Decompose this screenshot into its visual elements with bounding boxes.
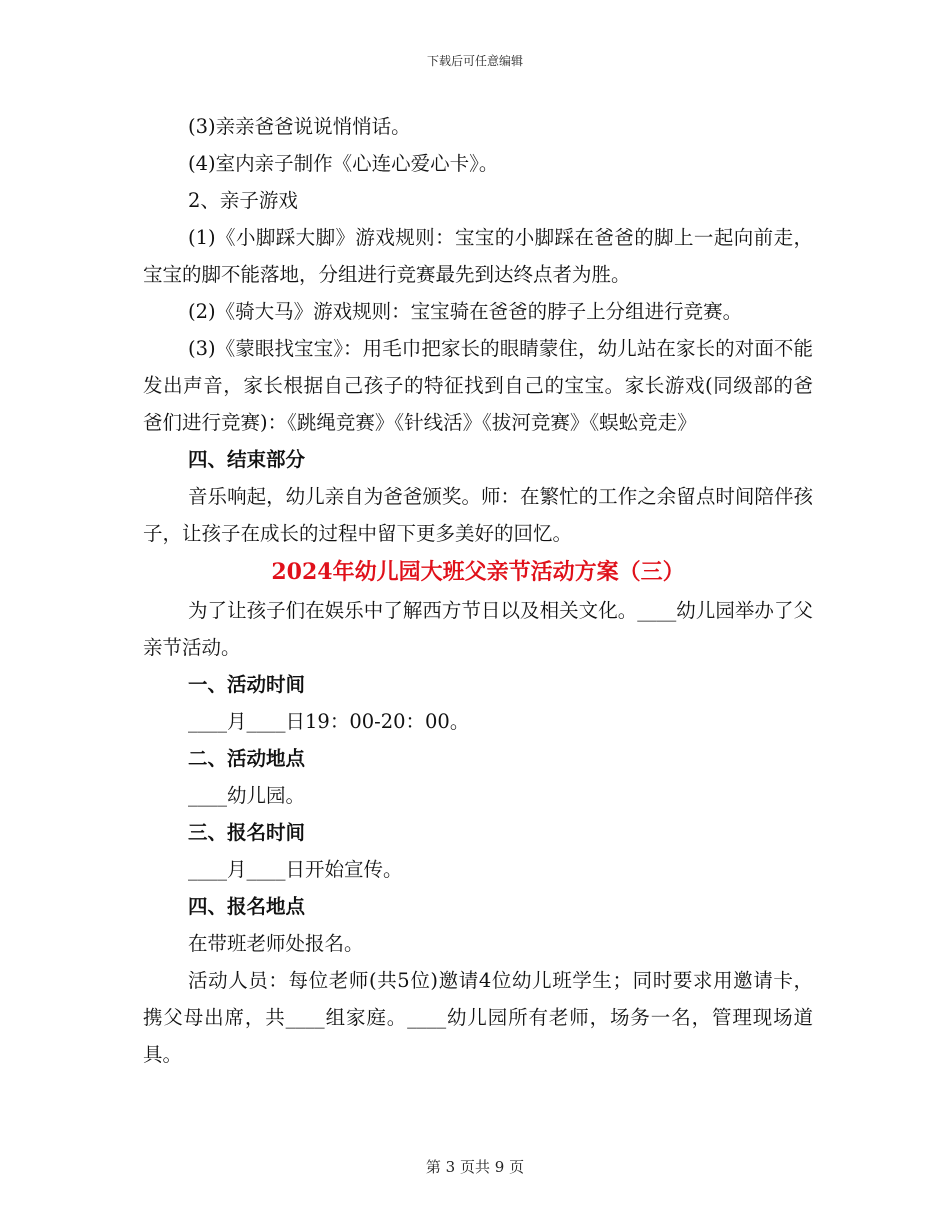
section-heading: 三、报名时间 (188, 821, 306, 844)
paragraph: (3)亲亲爸爸说说悄悄话。 (188, 115, 411, 138)
document-title: 2024年幼儿园大班父亲节活动方案（三） (271, 559, 685, 585)
paragraph: (4)室内亲子制作《心连心爱心卡》。 (188, 152, 499, 175)
paragraph: (1)《小脚踩大脚》游戏规则：宝宝的小脚踩在爸爸的脚上一起向前走，宝宝的脚不能落地，分组进行竞赛最先到达终点者为胜。 (143, 226, 813, 286)
paragraph: 2、亲子游戏 (188, 189, 298, 212)
paragraph: 在带班老师处报名。 (188, 932, 364, 955)
page-header: 下载后可任意编辑 (426, 54, 523, 68)
paragraph: ____月____日开始宣传。 (188, 858, 403, 881)
paragraph: ____月____日19：00-20：00。 (188, 710, 470, 733)
section-heading: 二、活动地点 (188, 747, 306, 770)
paragraph: (2)《骑大马》游戏规则：宝宝骑在爸爸的脖子上分组进行竞赛。 (188, 300, 743, 323)
paragraph: 活动人员：每位老师(共5位)邀请4位幼儿班学生；同时要求用邀请卡，携父母出席，共____组家庭。____幼儿园所有老师，场务一名，管理现场道具。 (143, 969, 813, 1066)
section-heading: 四、结束部分 (188, 448, 306, 471)
paragraph: (3)《蒙眼找宝宝》：用毛巾把家长的眼睛蒙住，幼儿站在家长的对面不能发出声音，家长根据自己孩子的特征找到自己的宝宝。家长游戏(同级部的爸爸们进行竞赛)：《跳绳竞赛》《针线活》《拔河竞赛》《蜈蚣竞走》 (143, 337, 813, 434)
paragraph: 音乐响起，幼儿亲自为爸爸颁奖。师：在繁忙的工作之余留点时间陪伴孩子，让孩子在成长的过程中留下更多美好的回忆。 (143, 485, 813, 545)
document-body (143, 108, 813, 1073)
page-footer: 第 3 页共 9 页 (425, 1158, 525, 1176)
section-heading: 四、报名地点 (188, 895, 306, 918)
paragraph: 为了让孩子们在娱乐中了解西方节日以及相关文化。____幼儿园举办了父亲节活动。 (143, 599, 813, 659)
section-heading: 一、活动时间 (188, 673, 306, 696)
paragraph: ____幼儿园。 (188, 784, 306, 807)
